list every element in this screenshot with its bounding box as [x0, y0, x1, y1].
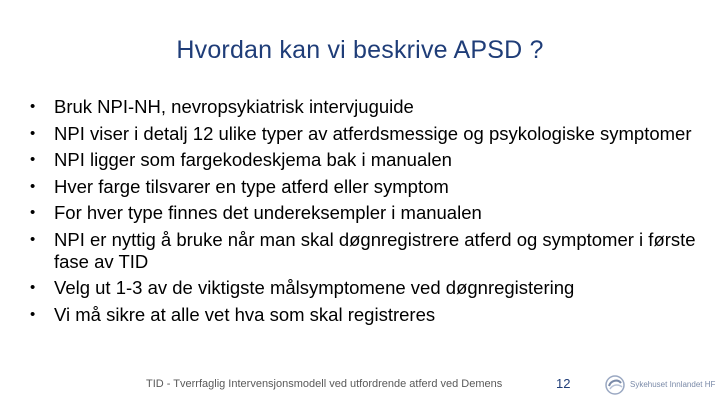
bullet-text: NPI ligger som fargekodeskjema bak i manualen: [54, 149, 452, 170]
bullet-marker: •: [30, 177, 36, 195]
swirl-logo-icon: [604, 372, 628, 396]
bullet-marker: •: [30, 230, 36, 248]
bullet-marker: •: [30, 204, 36, 221]
bullet-text: Velg ut 1-3 av de viktigste målsymptomene ved døgnregistering: [54, 277, 575, 298]
bullet-item: [30, 176, 700, 198]
bullet-text: Vi må sikre at alle vet hva som skal registreres: [54, 303, 436, 325]
bullet-text: Bruk NPI-NH, nevropsykiatrisk intervjuguide: [54, 96, 414, 117]
bullet-marker: •: [30, 279, 36, 296]
bullet-item: [30, 202, 700, 224]
bullet-text: Hver farge tilsvarer en type atferd eller symptom: [54, 175, 449, 197]
bullet-item: [30, 123, 700, 145]
footer-text: TID - Tverrfaglig Intervensjonsmodell ved utfordrende atferd ved Demens: [146, 378, 503, 390]
bullet-item: [30, 96, 700, 118]
page-number: 12: [556, 376, 571, 391]
bullet-item: [30, 149, 700, 171]
slide-title: Hvordan kan vi beskrive APSD ?: [176, 36, 544, 64]
bullet-item: [30, 304, 700, 326]
bullet-marker: •: [30, 124, 36, 142]
bullet-text: For hver type finnes det undereksempler i manualen: [54, 202, 482, 223]
bullet-marker: •: [30, 305, 36, 323]
bullet-item: [30, 277, 700, 299]
bullet-marker: •: [30, 98, 36, 115]
logo-text: Sykehuset Innlandet HF: [630, 380, 716, 389]
bullet-text: NPI er nyttig å bruke når man skal døgnregistrere atferd og symptomer i første fase av TID: [54, 228, 696, 272]
bullet-text: NPI viser i detalj 12 ulike typer av atferdsmessige og psykologiske symptomer: [54, 122, 692, 144]
hospital-logo: [604, 372, 716, 400]
bullet-marker: •: [30, 151, 36, 168]
bullet-list: [30, 96, 700, 330]
bullet-item: [30, 229, 700, 273]
